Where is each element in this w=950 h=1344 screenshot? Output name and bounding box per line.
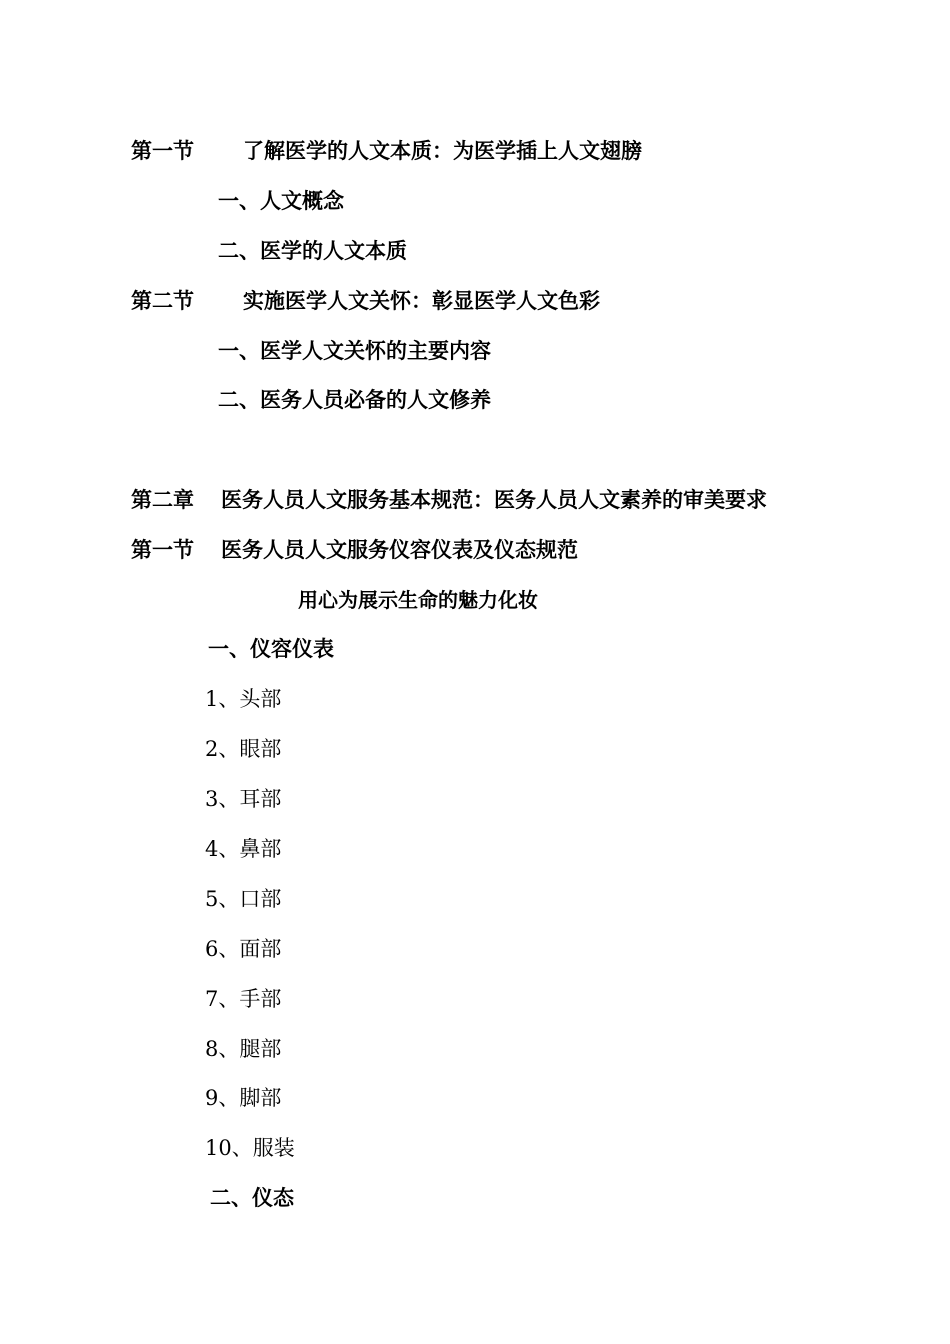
section-title: 医务人员人文服务仪容仪表及仪态规范	[221, 537, 578, 562]
chapter-title: 医务人员人文服务基本规范：医务人员人文素养的审美要求	[221, 487, 767, 512]
chapter-label: 第二章	[131, 487, 194, 512]
list-item: 4、鼻部	[205, 837, 282, 861]
section-heading-1	[131, 136, 642, 166]
section-heading-3	[131, 535, 578, 565]
section-heading-2	[131, 286, 600, 316]
list-item: 7、手部	[205, 987, 282, 1011]
list-item: 10、服装	[205, 1136, 295, 1160]
list-item: 6、面部	[205, 937, 282, 961]
list-item: 5、口部	[205, 887, 282, 911]
list-item: 3、耳部	[205, 787, 282, 811]
section-title: 实施医学人文关怀：彰显医学人文色彩	[243, 288, 600, 313]
list-item: 一、医学人文关怀的主要内容	[218, 338, 491, 363]
list-item: 一、人文概念	[218, 188, 344, 213]
section-label: 第一节	[131, 537, 194, 562]
posture-heading: 二、仪态	[210, 1185, 294, 1210]
section-title: 了解医学的人文本质：为医学插上人文翅膀	[243, 138, 642, 163]
list-item: 9、脚部	[205, 1086, 282, 1110]
appearance-heading: 一、仪容仪表	[208, 636, 334, 661]
list-item: 8、腿部	[205, 1037, 282, 1061]
section-label: 第一节	[131, 138, 194, 163]
list-item: 1、头部	[205, 687, 282, 711]
chapter-heading	[131, 485, 767, 515]
list-item: 2、眼部	[205, 737, 282, 761]
subtitle: 用心为展示生命的魅力化妆	[298, 588, 538, 612]
list-item: 二、医学的人文本质	[218, 238, 407, 263]
list-item: 二、医务人员必备的人文修养	[218, 387, 491, 412]
section-label: 第二节	[131, 288, 194, 313]
